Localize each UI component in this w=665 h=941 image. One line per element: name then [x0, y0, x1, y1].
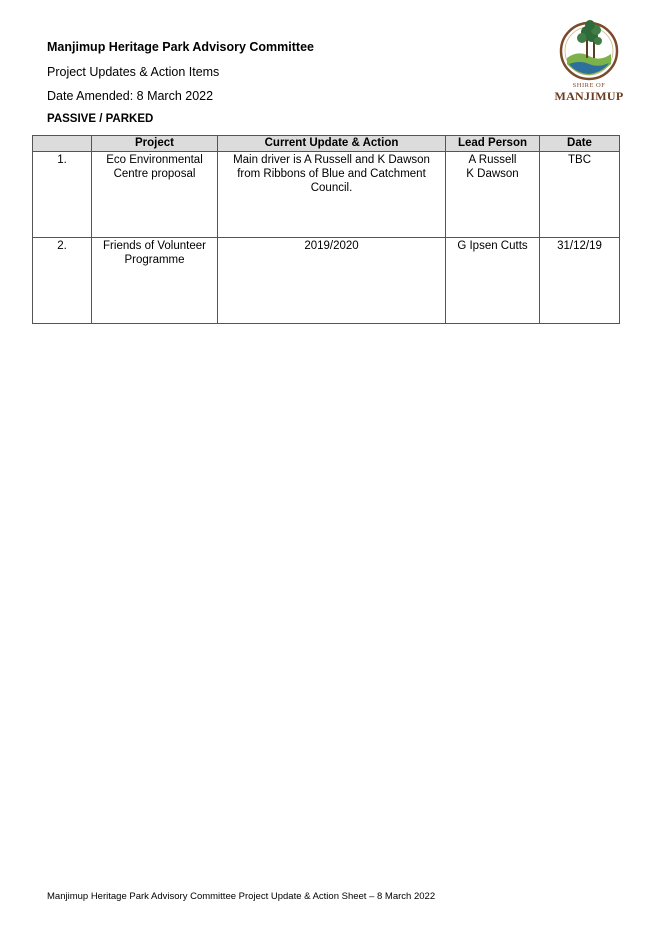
column-header-number	[33, 136, 92, 152]
row-number: 2.	[33, 238, 92, 324]
shire-emblem-icon	[548, 14, 630, 84]
lead-cell	[446, 238, 540, 324]
logo-name: MANJIMUP	[554, 89, 624, 103]
document-subtitle: Project Updates & Action Items	[47, 65, 220, 79]
logo-shire-of: SHIRE OF	[572, 82, 606, 89]
update-cell: Main driver is A Russell and K Dawson from Ribbons of Blue and Catchment Council.	[218, 152, 446, 238]
update-cell: 2019/2020	[218, 238, 446, 324]
row-number: 1.	[33, 152, 92, 238]
section-label: PASSIVE / PARKED	[47, 113, 154, 125]
column-header-update: Current Update & Action	[218, 136, 446, 152]
date-cell: 31/12/19	[540, 238, 620, 324]
project-cell: Friends of Volunteer Programme	[92, 238, 218, 324]
date-amended: Date Amended: 8 March 2022	[47, 89, 214, 103]
lead-cell	[446, 152, 540, 238]
table-row	[33, 152, 620, 238]
project-cell: Eco Environmental Centre proposal	[92, 152, 218, 238]
lead-person: G Ipsen Cutts	[457, 240, 528, 252]
action-items-table	[32, 135, 620, 324]
lead-person: A Russell	[468, 154, 517, 166]
table-header-row	[33, 136, 620, 152]
table-row	[33, 238, 620, 324]
shire-logo	[548, 14, 630, 106]
column-header-project: Project	[92, 136, 218, 152]
page-footer: Manjimup Heritage Park Advisory Committee Project Update & Action Sheet – 8 March 2022	[47, 891, 436, 902]
column-header-lead: Lead Person	[446, 136, 540, 152]
committee-title: Manjimup Heritage Park Advisory Committee	[47, 40, 314, 54]
lead-person: K Dawson	[466, 168, 519, 180]
date-cell: TBC	[540, 152, 620, 238]
column-header-date: Date	[540, 136, 620, 152]
